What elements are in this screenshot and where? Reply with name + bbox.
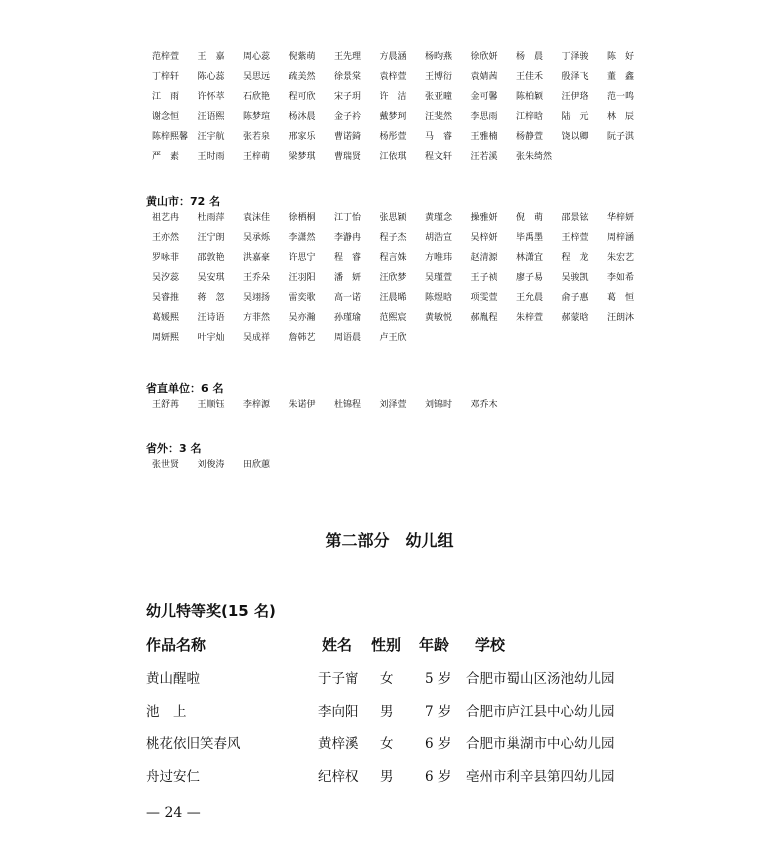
person-name: 周梓涵 xyxy=(607,233,635,243)
person-name: 郝蒙晗 xyxy=(561,313,589,323)
person-name: 李思雨 xyxy=(470,112,498,122)
person-name: 谢念恒 xyxy=(152,112,180,122)
header-age: 年龄 xyxy=(419,636,450,654)
person-name: 杨昀燕 xyxy=(425,52,453,62)
person-name: 许思宁 xyxy=(288,253,316,263)
person-name: 倪紫萌 xyxy=(288,52,316,62)
person-name: 汪语熙 xyxy=(197,112,225,122)
person-name: 李梓源 xyxy=(243,400,271,410)
person-name: 邓乔木 xyxy=(470,400,498,410)
person-name: 许 洁 xyxy=(379,92,407,102)
cell-school: 合肥市蜀山区汤池幼儿园 xyxy=(466,671,615,687)
cell-name: 李向阳 xyxy=(318,703,359,720)
person-name: 金可馨 xyxy=(470,92,498,102)
person-name: 张思颖 xyxy=(379,213,407,223)
person-name: 高一诺 xyxy=(334,293,362,303)
person-name: 吴承烁 xyxy=(243,233,271,243)
person-name: 汪宇航 xyxy=(197,132,225,142)
person-name: 廖子易 xyxy=(516,273,544,283)
part-title: 第二部分 幼儿组 xyxy=(325,531,454,550)
person-name: 袁沫佳 xyxy=(243,213,271,223)
person-name: 刘泽萱 xyxy=(379,400,407,410)
person-name: 孙瑾瑜 xyxy=(334,313,362,323)
header-school: 学校 xyxy=(475,636,506,654)
person-name: 项雯萱 xyxy=(470,293,498,303)
person-name: 江丁怡 xyxy=(334,213,362,223)
header-gender: 性别 xyxy=(371,636,402,654)
person-name: 卢王欣 xyxy=(379,333,407,343)
person-name: 方晨涵 xyxy=(379,52,407,62)
person-name: 汪羽阳 xyxy=(288,273,316,283)
person-name: 疏美然 xyxy=(288,72,316,82)
cell-work: 舟过安仁 xyxy=(146,768,200,785)
person-name: 曹瑞贤 xyxy=(334,152,362,162)
person-name: 杨沐晨 xyxy=(288,112,316,122)
person-name: 王允晨 xyxy=(516,293,544,303)
person-name: 王时雨 xyxy=(197,152,225,162)
person-name: 汪斐然 xyxy=(425,112,453,122)
person-name: 王顺钰 xyxy=(197,400,225,410)
cell-age: 6 岁 xyxy=(425,768,452,785)
cell-age: 6 岁 xyxy=(425,736,452,752)
person-name: 程子杰 xyxy=(379,233,407,243)
person-name: 程文轩 xyxy=(425,152,453,162)
person-name: 徐景棠 xyxy=(334,72,362,82)
person-name: 杨 晨 xyxy=(516,52,544,62)
person-name: 宋子玥 xyxy=(334,92,362,102)
person-name: 潘 妍 xyxy=(334,273,362,283)
person-name: 梁梦琪 xyxy=(288,152,316,162)
person-name: 江 雨 xyxy=(152,92,180,102)
outside-section-title: 省外：3 名 xyxy=(146,442,202,455)
person-name: 程 睿 xyxy=(334,253,362,263)
person-name: 汪伊珞 xyxy=(561,92,589,102)
person-name: 葛媛熙 xyxy=(152,313,180,323)
person-name: 吴骏凯 xyxy=(561,273,589,283)
person-name: 朱梓萱 xyxy=(516,313,544,323)
person-name: 陈心蕊 xyxy=(197,72,225,82)
person-name: 程言姝 xyxy=(379,253,407,263)
person-name: 袁梓萱 xyxy=(379,72,407,82)
person-name: 陈煜晗 xyxy=(425,293,453,303)
person-name: 刘锦时 xyxy=(425,400,453,410)
person-name: 汪晨晞 xyxy=(379,293,407,303)
person-name: 董 鑫 xyxy=(607,72,635,82)
cell-name: 黄梓溪 xyxy=(318,736,359,752)
person-name: 江梓晗 xyxy=(516,112,544,122)
person-name: 俞子惠 xyxy=(561,293,589,303)
cell-gender: 女 xyxy=(380,736,394,752)
person-name: 李如希 xyxy=(607,273,635,283)
person-name: 祖艺冉 xyxy=(152,213,180,223)
person-name: 殷泽飞 xyxy=(561,72,589,82)
person-name: 吴梓妍 xyxy=(470,233,498,243)
person-name: 范熙宸 xyxy=(379,313,407,323)
person-name: 罗咏菲 xyxy=(152,253,180,263)
person-name: 倪 萌 xyxy=(516,213,544,223)
person-name: 方唯玮 xyxy=(425,253,453,263)
person-name: 方菲然 xyxy=(243,313,271,323)
person-name: 黄敏悦 xyxy=(425,313,453,323)
person-name: 葛 恒 xyxy=(607,293,635,303)
person-name: 程 龙 xyxy=(561,253,589,263)
person-name: 刘俊涛 xyxy=(197,460,225,470)
person-name: 范梓萱 xyxy=(152,52,180,62)
person-name: 田欣蕙 xyxy=(243,460,271,470)
person-name: 王雅楠 xyxy=(470,132,498,142)
cell-school: 亳州市利辛县第四幼儿园 xyxy=(466,768,615,785)
person-name: 叶宇灿 xyxy=(197,333,225,343)
person-name: 吴睿推 xyxy=(152,293,180,303)
person-name: 曹诺錡 xyxy=(334,132,362,142)
person-name: 周心蕊 xyxy=(243,52,271,62)
person-name: 胡浩宣 xyxy=(425,233,453,243)
person-name: 王先理 xyxy=(334,52,362,62)
award-title: 幼儿特等奖(15 名) xyxy=(146,602,276,620)
person-name: 汪欣梦 xyxy=(379,273,407,283)
cell-name: 于子甯 xyxy=(318,671,359,687)
person-name: 饶以卿 xyxy=(561,132,589,142)
person-name: 毕禹墨 xyxy=(516,233,544,243)
person-name: 江依琪 xyxy=(379,152,407,162)
person-name: 王子祯 xyxy=(470,273,498,283)
person-name: 林潇宜 xyxy=(516,253,544,263)
person-name: 阮子淇 xyxy=(607,132,635,142)
person-name: 汪宁朗 xyxy=(197,233,225,243)
person-name: 邢家乐 xyxy=(288,132,316,142)
person-name: 汪诗语 xyxy=(197,313,225,323)
person-name: 郝胤程 xyxy=(470,313,498,323)
cell-gender: 女 xyxy=(380,671,394,687)
cell-work: 池 上 xyxy=(146,703,187,720)
person-name: 陆 元 xyxy=(561,112,589,122)
person-name: 吴亦瀚 xyxy=(288,313,316,323)
person-name: 洪嘉豪 xyxy=(243,253,271,263)
person-name: 吴安琪 xyxy=(197,273,225,283)
person-name: 王梓萌 xyxy=(243,152,271,162)
person-name: 徐欣妍 xyxy=(470,52,498,62)
person-name: 黄瑾念 xyxy=(425,213,453,223)
page-number: — 24 — xyxy=(146,805,201,821)
person-name: 吴翊扬 xyxy=(243,293,271,303)
person-name: 袁婧茜 xyxy=(470,72,498,82)
person-name: 陈柏颖 xyxy=(516,92,544,102)
person-name: 范一鸣 xyxy=(607,92,635,102)
person-name: 吴瑾萱 xyxy=(425,273,453,283)
header-name: 姓名 xyxy=(322,636,353,654)
person-name: 陈梦瑄 xyxy=(243,112,271,122)
person-name: 王舒苒 xyxy=(152,400,180,410)
person-name: 丁梓轩 xyxy=(152,72,180,82)
person-name: 邵敦艳 xyxy=(197,253,225,263)
person-name: 王亦然 xyxy=(152,233,180,243)
person-name: 邵景铉 xyxy=(561,213,589,223)
person-name: 蒋 忽 xyxy=(197,293,225,303)
cell-age: 7 岁 xyxy=(425,703,452,720)
person-name: 王乔朵 xyxy=(243,273,271,283)
person-name: 许怀萃 xyxy=(197,92,225,102)
person-name: 严 素 xyxy=(152,152,180,162)
person-name: 雷奕歌 xyxy=(288,293,316,303)
person-name: 操雅妍 xyxy=(470,213,498,223)
person-name: 马 睿 xyxy=(425,132,453,142)
cell-school: 合肥市巢湖市中心幼儿园 xyxy=(466,736,615,752)
person-name: 王博衍 xyxy=(425,72,453,82)
person-name: 杨彤萱 xyxy=(379,132,407,142)
cell-age: 5 岁 xyxy=(425,671,452,687)
person-name: 李潇然 xyxy=(288,233,316,243)
person-name: 程可欣 xyxy=(288,92,316,102)
person-name: 张世贤 xyxy=(152,460,180,470)
provincial-section-title: 省直单位：6 名 xyxy=(146,382,224,395)
person-name: 周语晨 xyxy=(334,333,362,343)
person-name: 徐栖桐 xyxy=(288,213,316,223)
header-work: 作品名称 xyxy=(146,636,207,654)
huangshan-section-title: 黄山市：72 名 xyxy=(146,195,221,208)
person-name: 杨静萱 xyxy=(516,132,544,142)
person-name: 陈梓熙馨 xyxy=(152,132,189,142)
table-header xyxy=(0,634,779,654)
cell-gender: 男 xyxy=(380,768,394,785)
person-name: 杜锦程 xyxy=(334,400,362,410)
person-name: 张亚曈 xyxy=(425,92,453,102)
person-name: 华梓妍 xyxy=(607,213,635,223)
cell-work: 黄山醒啦 xyxy=(146,671,200,687)
person-name: 王 嘉 xyxy=(197,52,225,62)
person-name: 吴思远 xyxy=(243,72,271,82)
person-name: 汪朗沐 xyxy=(607,313,635,323)
person-name: 朱诺伊 xyxy=(288,400,316,410)
person-name: 戴梦珂 xyxy=(379,112,407,122)
person-name: 王佳禾 xyxy=(516,72,544,82)
person-name: 周妍熙 xyxy=(152,333,180,343)
person-name: 吴成祥 xyxy=(243,333,271,343)
cell-gender: 男 xyxy=(380,703,394,720)
person-name: 张若泉 xyxy=(243,132,271,142)
cell-school: 合肥市庐江县中心幼儿园 xyxy=(466,703,615,720)
person-name: 朱宏艺 xyxy=(607,253,635,263)
person-name: 杜雨萍 xyxy=(197,213,225,223)
person-name: 张朱绮然 xyxy=(516,152,553,162)
cell-name: 纪梓权 xyxy=(318,768,359,785)
person-name: 詹韩艺 xyxy=(288,333,316,343)
person-name: 赵清源 xyxy=(470,253,498,263)
person-name: 陈 好 xyxy=(607,52,635,62)
cell-work: 桃花依旧笑春风 xyxy=(146,736,241,752)
person-name: 王梓萱 xyxy=(561,233,589,243)
person-name: 汪若溪 xyxy=(470,152,498,162)
person-name: 石欣艳 xyxy=(243,92,271,102)
person-name: 丁泽骏 xyxy=(561,52,589,62)
person-name: 吴汐蕊 xyxy=(152,273,180,283)
person-name: 金子衿 xyxy=(334,112,362,122)
person-name: 林 辰 xyxy=(607,112,635,122)
person-name: 李瀞冉 xyxy=(334,233,362,243)
